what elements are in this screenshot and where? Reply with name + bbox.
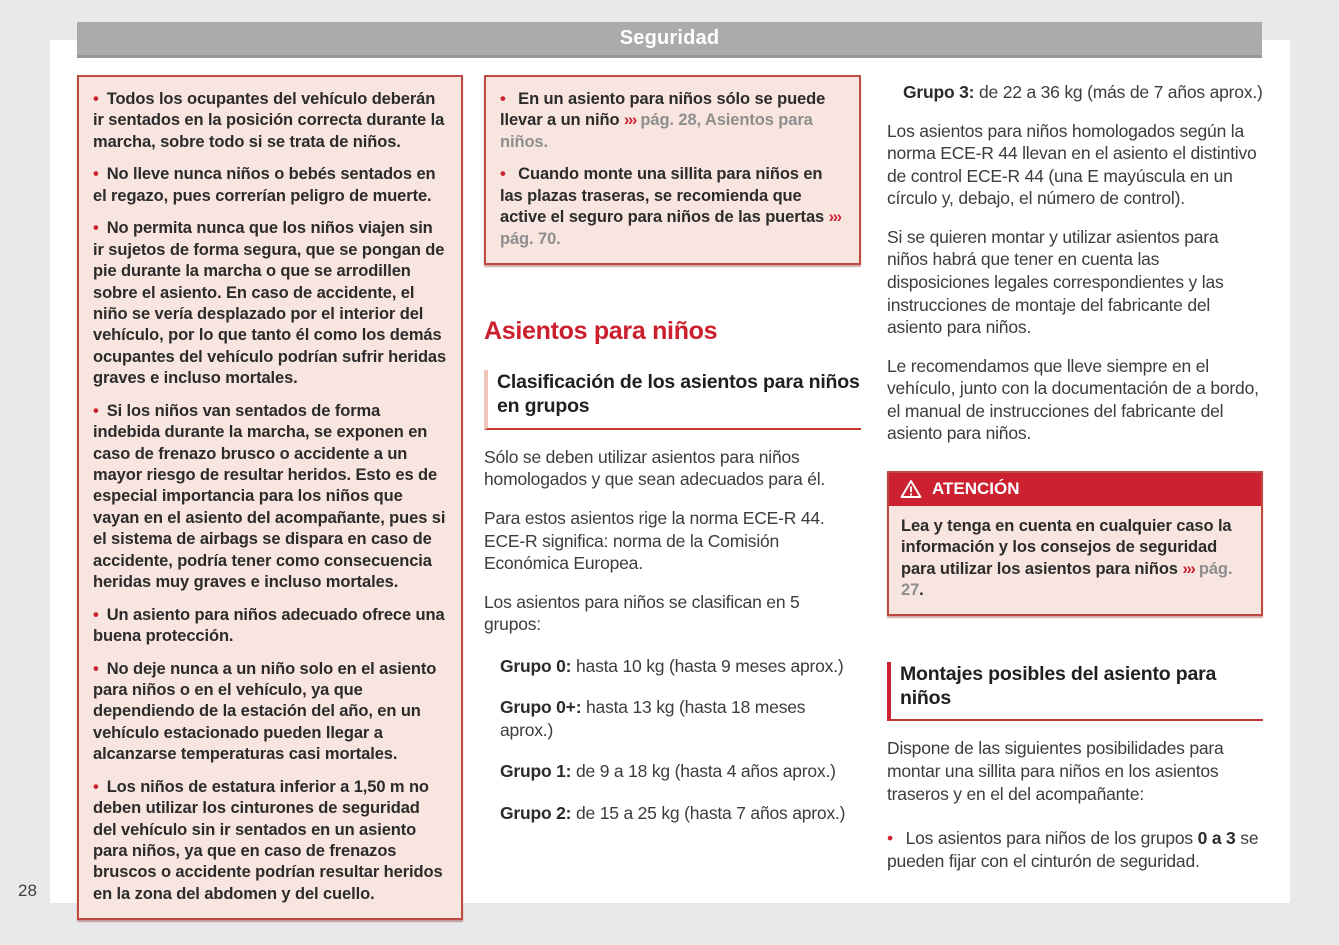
group-description: hasta 13 kg (hasta 18 meses aprox.)	[500, 697, 806, 740]
attention-body	[889, 506, 1261, 614]
warning-list-item	[500, 89, 845, 153]
group-description: de 22 a 36 kg (más de 7 años aprox.)	[979, 82, 1263, 102]
group-description: hasta 10 kg (hasta 9 meses aprox.)	[576, 655, 844, 676]
paragraph: Si se quieren montar y utilizar asientos para niños habrá que tener en cuenta las disposiciones legales correspondientes y las instrucciones de montaje del fabricante del asiento para niños.	[887, 226, 1224, 338]
group-label: Grupo 2:	[500, 803, 572, 823]
group-entry	[484, 655, 861, 678]
attention-title: ATENCIÓN	[932, 478, 1020, 498]
paragraph: Le recomendamos que lleve siempre en el vehículo, junto con la documentación de a bordo, el manual de instrucciones del fabricante del asiento para niños.	[887, 355, 1259, 444]
warning-list-item: • No permita nunca que los niños viajen sin ir sujetos de forma segura, que se pongan de pie durante la marcha o que se arrodillen sobre el asiento. En caso de accidente, el niño se vería desplazado por el interior del vehículo, por lo que tanto él como los demás ocupantes del vehículo podrían sufrir heridas graves e incluso mortales.	[93, 218, 447, 390]
bullet-text: se pueden fijar con el cinturón de seguridad.	[887, 828, 1259, 871]
left-column	[77, 75, 463, 920]
bullet-text: Los asientos para niños de los grupos	[905, 828, 1193, 849]
warning-triangle-icon	[900, 479, 922, 499]
warning-list-item	[500, 164, 845, 250]
attention-header	[889, 473, 1261, 506]
cross-reference-arrow-icon: ›››	[1182, 559, 1195, 578]
page-reference-link[interactable]: pág. 28, Asientos para niños.	[500, 111, 813, 151]
group-entry	[887, 81, 1263, 104]
paragraph: Los asientos para niños se clasifican en 5 grupos:	[484, 591, 800, 635]
section-heading-montajes: Montajes posibles del asiento para niños	[887, 662, 1263, 722]
page-reference-link[interactable]: pág. 27	[901, 559, 1233, 600]
cross-reference-arrow-icon: ›››	[828, 208, 841, 227]
right-column	[887, 75, 1263, 872]
attention-text: Lea y tenga en cuenta en cualquier caso la información y los consejos de seguridad para utilizar los asientos para niños	[901, 516, 1232, 578]
paragraph: Para estos asientos rige la norma ECE-R 44. ECE-R significa: norma de la Comisión Económica Europea.	[484, 507, 825, 574]
group-label: Grupo 0:	[500, 655, 572, 676]
cross-reference-arrow-icon: ›››	[623, 111, 636, 130]
group-description: de 15 a 25 kg (hasta 7 años aprox.)	[576, 803, 846, 823]
group-label: Grupo 3:	[903, 82, 975, 102]
warning-text: Cuando monte una sillita para niños en las plazas traseras, se recomienda que active el seguro para niños de las puertas	[500, 165, 825, 227]
attention-box	[887, 471, 1263, 616]
group-description: de 9 a 18 kg (hasta 4 años aprox.)	[576, 761, 836, 782]
bullet-bold-range: 0 a 3	[1197, 828, 1236, 849]
warning-list-item: • No lleve nunca niños o bebés sentados en el regazo, pues correrían peligro de muerte.	[93, 164, 447, 207]
group-entry	[484, 760, 861, 783]
safety-warning-box	[77, 75, 463, 920]
page-reference-link[interactable]: pág. 70.	[500, 229, 561, 248]
paragraph: Sólo se deben utilizar asientos para niños homologados y que sean adecuados para él.	[484, 446, 826, 490]
group-label: Grupo 1:	[500, 761, 572, 782]
reference-warning-box	[484, 75, 861, 265]
header-bar	[77, 22, 1262, 58]
paragraph: Dispone de las siguientes posibilidades para montar una sillita para niños en los asientos traseros y en el del acompañante:	[887, 738, 1224, 804]
section-heading-clasificacion: Clasificación de los asientos para niños en grupos	[484, 370, 861, 430]
warning-list-item: • No deje nunca a un niño solo en el asiento para niños o en el vehículo, ya que dependiendo de la estación del año, en un vehículo estacionado pueden llegar a alcanzarse temperaturas casi mortales.	[93, 659, 447, 766]
sentence-period: .	[919, 581, 924, 600]
page-number: 28	[18, 881, 37, 900]
warning-list-item: • Todos los ocupantes del vehículo deberán ir sentados en la posición correcta durante la marcha, sobre todo si se trata de niños.	[93, 89, 447, 153]
warning-list-item: • Si los niños van sentados de forma indebida durante la marcha, se exponen en caso de frenazo brusco o accidente a un mayor riesgo de resultar heridos. Esto es de especial importancia para los niños que vayan en el asiento del acompañante, pues si el sistema de airbags se dispara en caso de accidente, podría tener como consecuencia heridas muy graves e incluso mortales.	[93, 401, 447, 594]
warning-list-item: • Un asiento para niños adecuado ofrece una buena protección.	[93, 605, 447, 648]
page-title: Seguridad	[619, 27, 720, 49]
body-list-item	[887, 827, 1263, 872]
warning-list-item: • Los niños de estatura inferior a 1,50 m no deben utilizar los cinturones de seguridad del vehículo sin ir sentados en un asiento para niños, ya que en caso de frenazos bruscos o accidente podrían resultar heridos en la zona del abdomen y del cuello.	[93, 777, 447, 906]
middle-column	[484, 75, 861, 825]
paragraph: Los asientos para niños homologados según la norma ECE-R 44 llevan en el asiento el distintivo de control ECE-R 44 (una E mayúscula en un círculo y, debajo, el número de control).	[887, 120, 1257, 209]
group-entry	[484, 696, 861, 741]
group-entry	[484, 802, 861, 825]
group-label: Grupo 0+:	[500, 697, 582, 718]
chapter-heading: Asientos para niños	[484, 317, 718, 346]
warning-text: En un asiento para niños sólo se puede llevar a un niño	[500, 90, 826, 130]
